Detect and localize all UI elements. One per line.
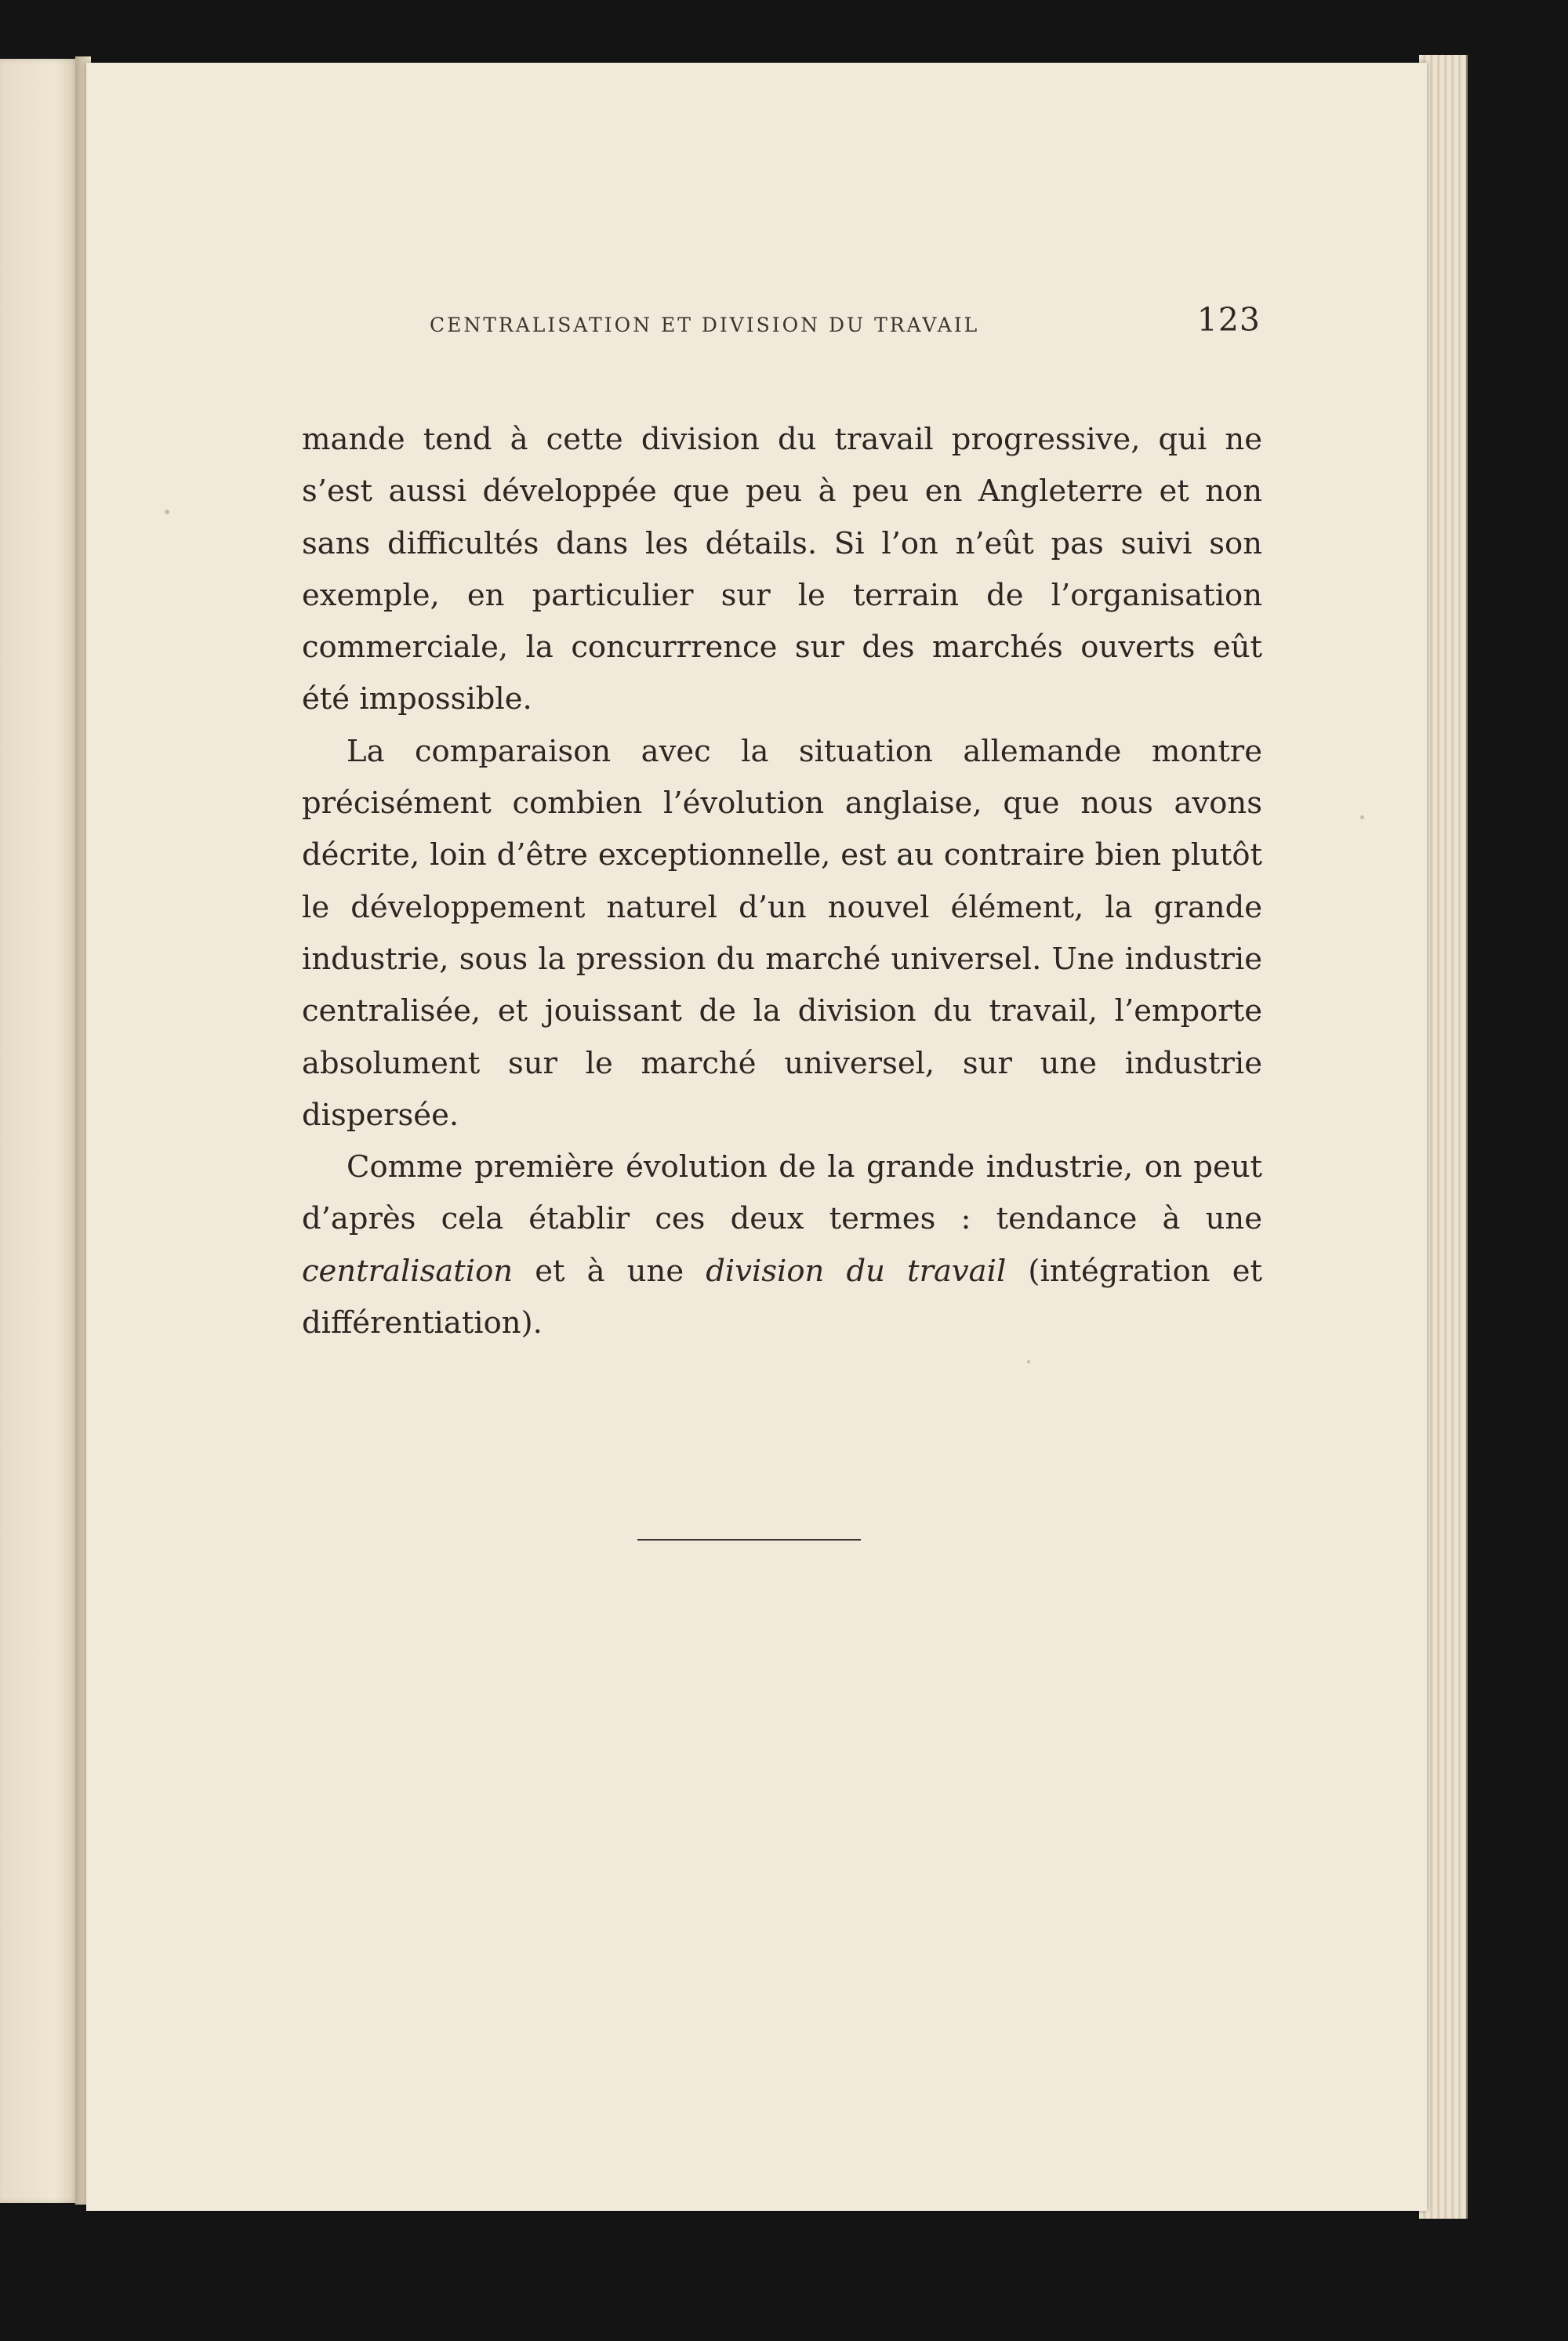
- chapter-end-rule: [637, 1539, 861, 1541]
- page-number: 123: [1196, 301, 1261, 339]
- paragraph-conclusion: [302, 1141, 1262, 1349]
- previous-page-edge: [0, 59, 78, 2203]
- running-head: [430, 296, 1261, 343]
- paper-spot: [1027, 1360, 1030, 1363]
- body-text: [302, 414, 1262, 1349]
- running-head-title: CENTRALISATION ET DIVISION DU TRAVAIL: [430, 314, 980, 336]
- book-page: [86, 63, 1427, 2211]
- paragraph-comparison: La comparaison avec la situation allemande montre précisément combien l’évolution anglaise, que nous avons décrite, loin d’être exceptionnelle, est au contraire bien plutôt le développement naturel d’un nouvel élément, la grande industrie, sous la pression du marché universel. Une industrie centralisée, et jouissant de la division du travail, l’emporte absolument sur le marché universel, sur une industrie dispersée.: [302, 733, 1262, 1133]
- term-division-du-travail: division du travail: [706, 1253, 1007, 1289]
- paragraph-continuation: mande tend à cette division du travail progressive, qui ne s’est aussi développée que peu à peu en Angleterre et non sans difficultés dans les détails. Si l’on n’eût pas suivi son exemple, en particulier sur le terrain de l’organisation commerciale, la concurrrence sur des marchés ouverts eût été impossible.: [302, 422, 1262, 717]
- conclusion-tail: (intégration et différentiation).: [302, 1253, 1262, 1341]
- paper-spot: [165, 510, 169, 514]
- term-centralisation: centralisation: [302, 1253, 514, 1289]
- paper-spot: [1360, 815, 1364, 819]
- conclusion-middle: et à une: [513, 1253, 706, 1289]
- conclusion-lead: Comme première évolution de la grande industrie, on peut d’après cela établir ces deux termes : tendance à une: [302, 1149, 1262, 1237]
